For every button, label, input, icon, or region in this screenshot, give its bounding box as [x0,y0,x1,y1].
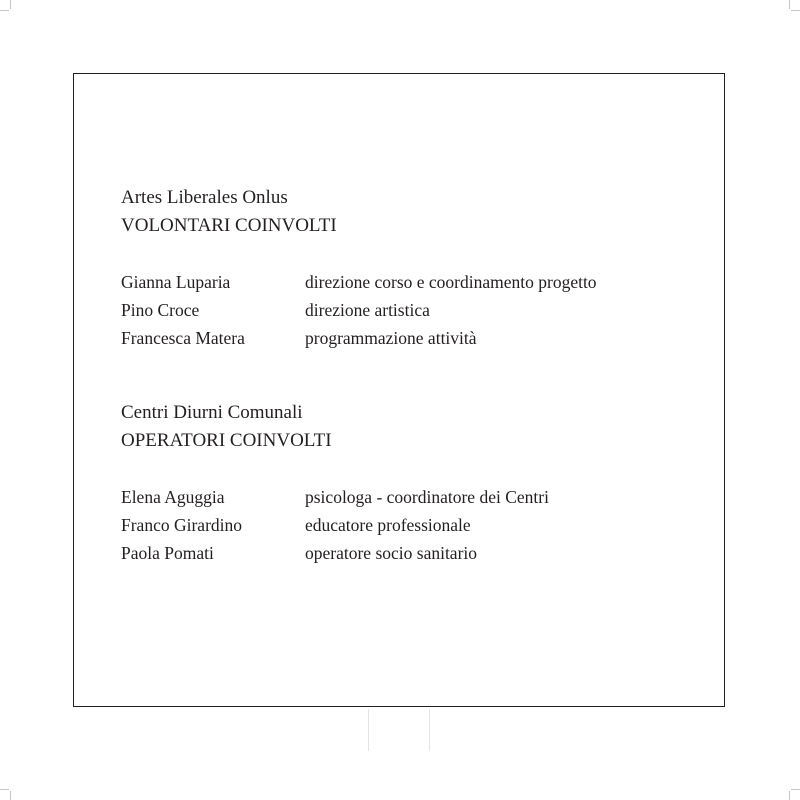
person-role: psicologa - coordinatore dei Centri [305,487,549,507]
crop-mark [10,791,11,800]
person-name: Franco Girardino [121,515,243,535]
crop-mark [791,10,800,11]
organization-name: Artes Liberales Onlus [121,187,288,208]
person-name: Pino Croce [121,300,200,320]
person-row [121,511,701,539]
person-name: Francesca Matera [121,328,245,348]
person-role: operatore socio sanitario [305,543,478,563]
person-name: Gianna Luparia [121,272,231,292]
person-role: educatore professionale [305,515,471,535]
person-row [121,296,701,324]
credits-section-volunteers [121,184,701,352]
person-name: Paola Pomati [121,543,214,563]
person-row [121,324,701,352]
crop-mark [0,789,9,790]
person-row [121,539,701,567]
people-list [121,483,701,567]
people-list [121,268,701,352]
crop-mark [0,10,9,11]
person-row [121,268,701,296]
person-role: programmazione attività [305,328,477,348]
person-name: Elena Aguggia [121,487,225,507]
group-title: VOLONTARI COINVOLTI [121,215,337,236]
crop-mark [789,791,790,800]
crop-mark [10,0,11,9]
group-title: OPERATORI COINVOLTI [121,430,332,451]
credits-content [121,184,701,567]
fold-tab [368,709,430,751]
crop-mark [791,789,800,790]
credits-section-operators [121,399,701,567]
person-role: direzione corso e coordinamento progetto [305,272,597,292]
organization-name: Centri Diurni Comunali [121,402,303,423]
person-role: direzione artistica [305,300,430,320]
crop-mark [789,0,790,9]
person-row [121,483,701,511]
